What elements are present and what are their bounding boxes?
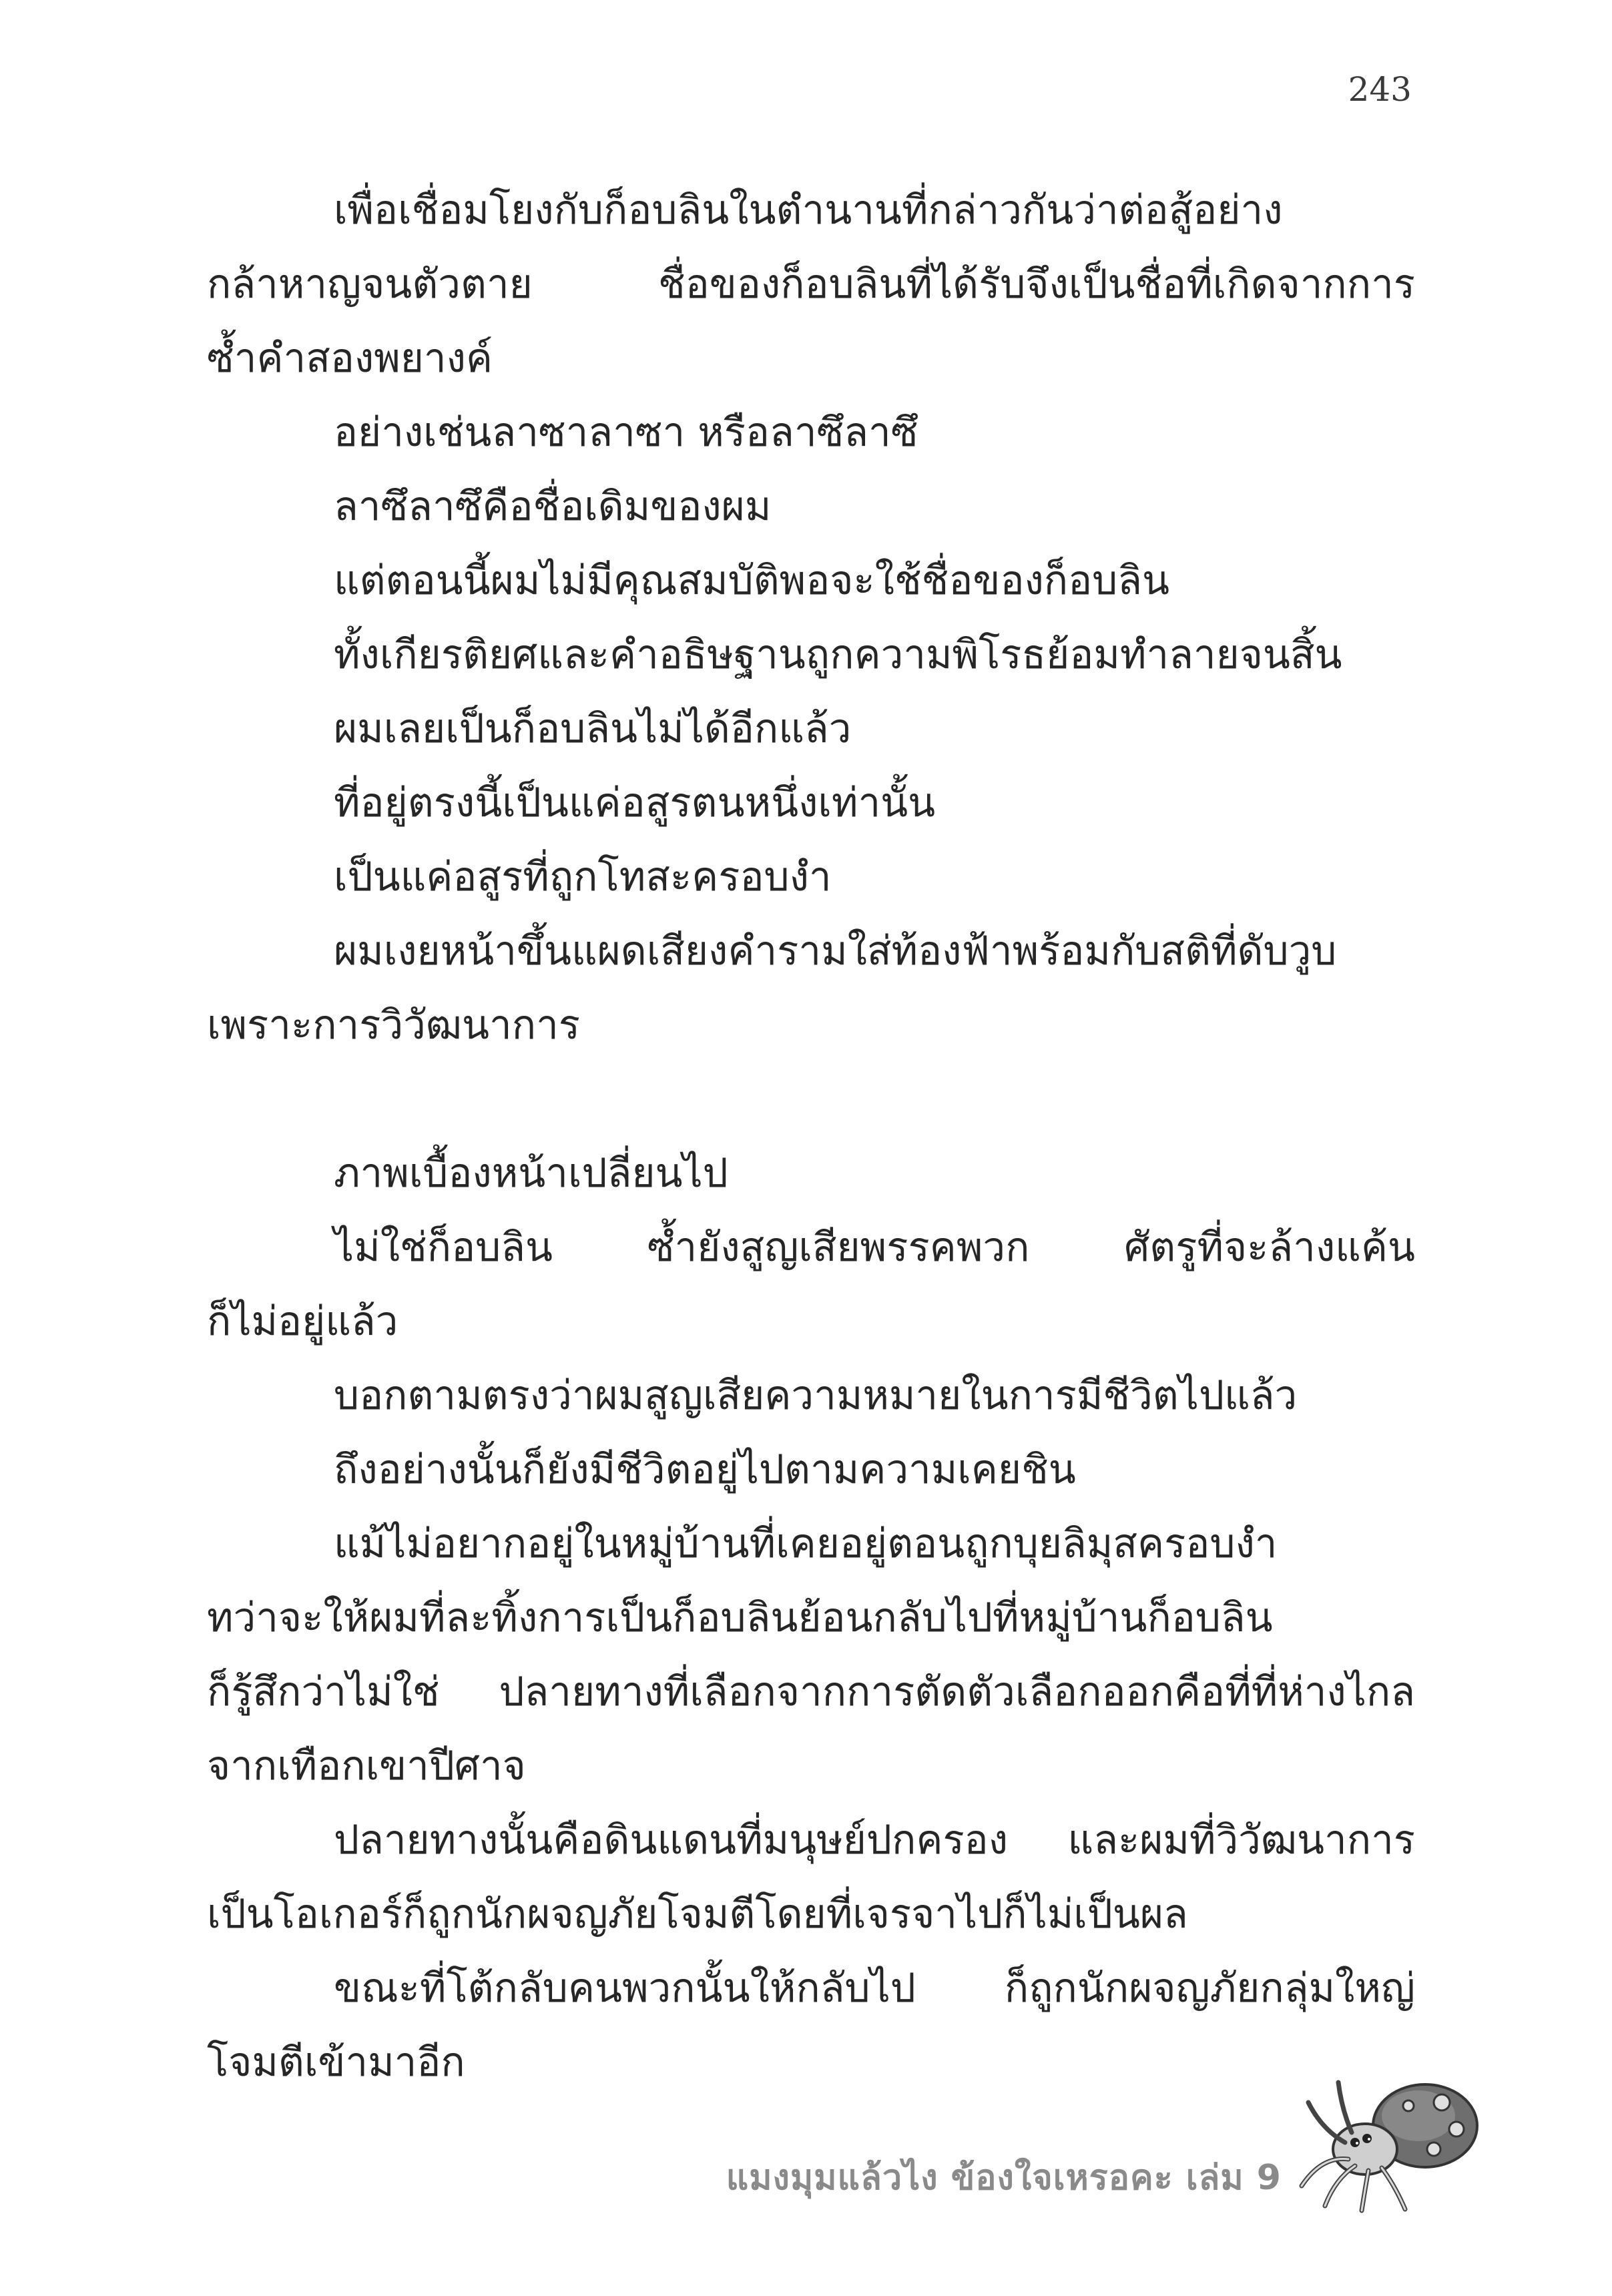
paragraph-line: โจมตีเข้ามาอีก xyxy=(207,2039,465,2086)
paragraph-line: ขณะที่โต้กลับคนพวกนั้นให้กลับไป ก็ถูกนักผจญภัยกลุ่มใหญ่ xyxy=(334,1965,1415,2012)
paragraph-line: ก็ไม่อยู่แล้ว xyxy=(207,1298,398,1345)
paragraph-line: ปลายทางนั้นคือดินแดนที่มนุษย์ปกครอง และผมที่วิวัฒนาการ xyxy=(334,1817,1415,1863)
spider-illustration-icon xyxy=(1288,2056,1489,2216)
paragraph-line: ถึงอย่างนั้นก็ยังมีชีวิตอยู่ไปตามความเคยชิน xyxy=(334,1446,1076,1493)
paragraph-line: ลาซึลาซึคือชื่อเดิมของผม xyxy=(334,483,772,530)
paragraph-line: ภาพเบื้องหน้าเปลี่ยนไป xyxy=(334,1150,728,1197)
paragraph-line: เป็นโอเกอร์ก็ถูกนักผจญภัยโจมตีโดยที่เจรจาไปก็ไม่เป็นผล xyxy=(207,1891,1188,1938)
paragraph-line: ทั้งเกียรติยศและคำอธิษฐานถูกความพิโรธย้อมทำลายจนสิ้น xyxy=(334,631,1342,678)
paragraph-line: แม้ไม่อยากอยู่ในหมู่บ้านที่เคยอยู่ตอนถูกบุยลิมุสครอบงำ xyxy=(334,1520,1278,1567)
paragraph-line: บอกตามตรงว่าผมสูญเสียความหมายในการมีชีวิตไปแล้ว xyxy=(334,1372,1298,1419)
paragraph-line: อย่างเช่นลาซาลาซา หรือลาซึลาซึ xyxy=(334,409,918,456)
paragraph-line: ที่อยู่ตรงนี้เป็นแค่อสูรตนหนึ่งเท่านั้น xyxy=(334,780,936,826)
section-break xyxy=(207,1063,1415,1137)
paragraph-line: ทว่าจะให้ผมที่ละทิ้งการเป็นก็อบลินย้อนกลับไปที่หมู่บ้านก็อบลิน xyxy=(207,1595,1273,1641)
paragraph-line: ซ้ำคำสองพยางค์ xyxy=(207,335,493,382)
body-text xyxy=(207,174,1415,2100)
paragraph-line: แต่ตอนนี้ผมไม่มีคุณสมบัติพอจะใช้ชื่อของก็อบลิน xyxy=(334,557,1170,604)
paragraph-line: ก็รู้สึกว่าไม่ใช่ ปลายทางที่เลือกจากการตัดตัวเลือกออกคือที่ที่ห่างไกล xyxy=(207,1669,1415,1715)
page-number: 243 xyxy=(1348,70,1412,109)
paragraph-line: ผมเลยเป็นก็อบลินไม่ได้อีกแล้ว xyxy=(334,705,852,752)
paragraph-line: เป็นแค่อสูรที่ถูกโทสะครอบงำ xyxy=(334,854,832,900)
paragraph-line: เพื่อเชื่อมโยงกับก็อบลินในตำนานที่กล่าวกันว่าต่อสู้อย่าง xyxy=(334,187,1283,234)
paragraph-line: ไม่ใช่ก็อบลิน ซ้ำยังสูญเสียพรรคพวก ศัตรูที่จะล้างแค้น xyxy=(334,1224,1415,1271)
paragraph-line: จากเทือกเขาปีศาจ xyxy=(207,1743,526,1789)
paragraph-line: เพราะการวิวัฒนาการ xyxy=(207,1002,580,1049)
footer-book-title: แมงมุมแล้วไง ข้องใจเหรอคะ เล่ม 9 xyxy=(726,2158,1282,2198)
paragraph-line: ผมเงยหน้าขึ้นแผดเสียงคำรามใส่ท้องฟ้าพร้อมกับสติที่ดับวูบ xyxy=(334,928,1337,974)
paragraph-line: กล้าหาญจนตัวตาย ชื่อของก็อบลินที่ได้รับจึงเป็นชื่อที่เกิดจากการ xyxy=(207,261,1415,308)
